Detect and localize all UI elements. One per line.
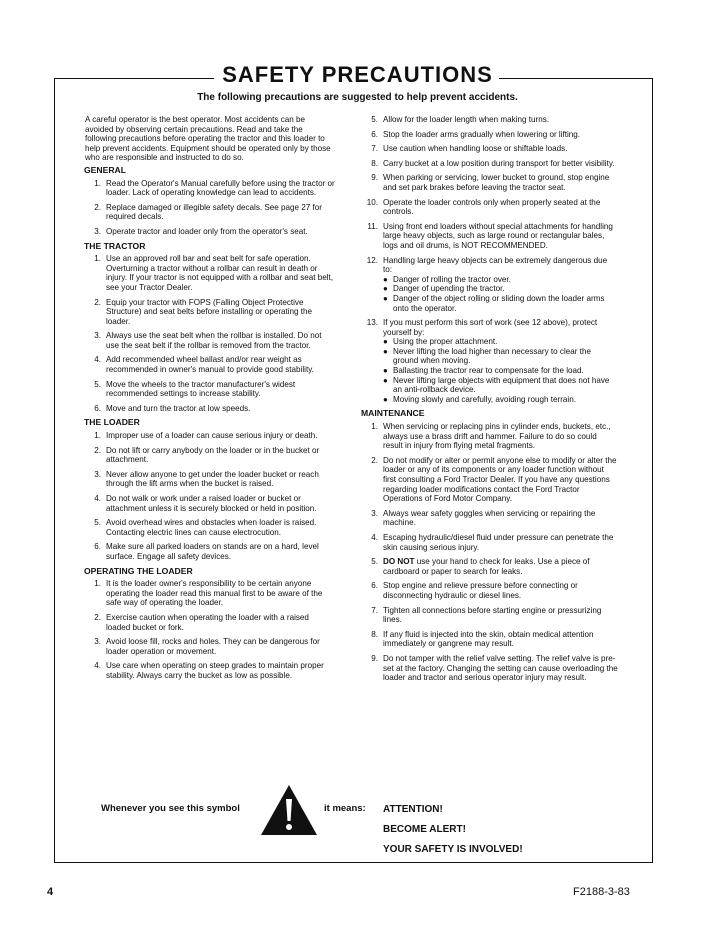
document-code: F2188-3-83	[573, 886, 630, 898]
page-subtitle: The following precautions are suggested to help prevent accidents.	[197, 92, 518, 103]
list-item: 3. Operate tractor and loader only from the operator's seat.	[94, 226, 308, 236]
list-item: 7. Tighten all connections before starting engine or pressurizing lines.	[371, 605, 602, 625]
list-item: 7. Use caution when handling loose or shiftable loads.	[371, 144, 568, 154]
bullet-item: ● Danger of upending the tractor.	[383, 284, 505, 294]
list-item: 6. Make sure all parked loaders on stands are on a hard, level surface. Engage all safety devices.	[94, 542, 319, 561]
list-item: 1. Use an approved roll bar and seat belt for safe operation. Overturning a tractor without a rollbar can result in death or injury. If your tractor is not equipped with a rollbar and seat belt, see your Tractor Dealer.	[94, 254, 334, 292]
bullet-item: ● Never lifting the load higher than necessary to clear the ground when moving.	[383, 346, 591, 366]
list-item: 5. Allow for the loader length when making turns.	[371, 115, 550, 124]
list-item: 1. When servicing or replacing pins in cylinder ends, buckets, etc., always use a brass drift and hammer. Failure to do so could result in injury from flying metal fragments.	[371, 422, 611, 451]
list-item: 8. If any fluid is injected into the skin, obtain medical attention immediately or gangrene may result.	[371, 629, 594, 649]
list-item: 4. Add recommended wheel ballast and/or rear weight as recommended in owner's manual to provide good stability.	[94, 355, 314, 375]
list-item: 2. Replace damaged or illegible safety decals. See page 27 for required decals.	[94, 202, 322, 222]
symbol-caption: Whenever you see this symbol	[101, 803, 240, 814]
list-item: 3. Always wear safety goggles when servicing or repairing the machine.	[371, 508, 596, 528]
list-item: 1. Improper use of a loader can cause serious injury or death.	[94, 431, 318, 441]
list-item: 11. Using front end loaders without special attachments for handling large heavy objects, such as large round or rectangular bales, logs and oil drums, is NOT RECOMMENDED.	[367, 221, 613, 250]
list-item: 9. When parking or servicing, lower bucket to ground, stop engine and set park brakes before leaving the tractor seat.	[371, 173, 610, 192]
section-heading-operating: OPERATING THE LOADER	[84, 565, 193, 576]
attention-text: ATTENTION!	[383, 804, 443, 815]
list-item: 2. Do not modify or alter or permit anyone else to modify or alter the loader or any of its components or any loader function without first consulting a Ford Tractor Dealer. If you have any questions regarding loader modifications contact the Ford Tractor Operations of Ford Motor Company.	[371, 455, 617, 504]
warning-triangle-icon	[259, 783, 319, 837]
list-item: 13. If you must perform this sort of work (see 12 above), protect yourself by: ● Using the proper attachment. ● Never lifting the load higher than necessary to clear the ground when moving. ● Ballasting the tractor rear to compensate for the load. ● Never lifting large objects with equipment that does not have an anti-rollback device. ● Moving slowly and carefully, avoiding rough terrain.	[362, 318, 618, 404]
list-item: 5. Move the wheels to the tractor manufacturer's widest recommended settings to increase stability.	[94, 379, 296, 399]
list-item: 4. Use care when operating on steep grades to maintain proper stability. Always carry the bucket as low as possible.	[94, 661, 324, 680]
become-alert-text: BECOME ALERT!	[383, 824, 466, 835]
symbol-means-label: it means:	[324, 803, 366, 814]
list-item: 3. Avoid loose fill, rocks and holes. They can be dangerous for loader operation or movement.	[94, 637, 320, 656]
bullet-item: ● Danger of the object rolling or sliding down the loader arms onto the operator.	[383, 293, 605, 313]
list-item: 3. Always use the seat belt when the rollbar is installed. Do not use the seat belt if the rollbar is removed from the tractor.	[94, 331, 322, 350]
page-number: 4	[47, 886, 54, 898]
list-item: 4. Do not walk or work under a raised loader or bucket or attachment unless it is securely blocked or held in position.	[94, 494, 317, 513]
section-heading-maintenance: MAINTENANCE	[361, 408, 425, 419]
list-item: 12. Handling large heavy objects can be extremely dangerous due to: ● Danger of rolling the tractor over. ● Danger of upending the tractor. ● Danger of the object rolling or sliding down the loader arms onto the operator.	[362, 256, 618, 314]
section-heading-tractor: THE TRACTOR	[84, 240, 146, 251]
left-column	[85, 115, 335, 686]
list-item: 6. Stop engine and relieve pressure before connecting or disconnecting hydraulic or diesel lines.	[371, 581, 578, 600]
list-item: 2. Equip your tractor with FOPS (Falling Object Protective Structure) and seat belts before installing or operating the loader.	[94, 297, 313, 326]
list-item: 5. Avoid overhead wires and obstacles when loader is raised. Contacting electric lines can cause electrocution.	[94, 518, 317, 537]
list-item: 8. Carry bucket at a low position during transport for better visibility.	[371, 158, 615, 168]
list-item: 6. Move and turn the tractor at low speeds.	[94, 403, 251, 413]
bullet-item: ● Danger of rolling the tractor over.	[383, 274, 511, 284]
bullet-item: ● Never lifting large objects with equipment that does not have an anti-rollback device.	[383, 375, 610, 395]
list-item: 10. Operate the loader controls only when properly seated at the controls.	[366, 197, 601, 217]
right-column	[362, 115, 618, 688]
safety-involved-text: YOUR SAFETY IS INVOLVED!	[383, 844, 523, 855]
list-item: 6. Stop the loader arms gradually when lowering or lifting.	[371, 129, 581, 139]
bullet-item: ● Moving slowly and carefully, avoiding rough terrain.	[383, 394, 576, 404]
list-item: 3. Never allow anyone to get under the loader bucket or reach through the lift arms when the bucket is raised.	[94, 469, 319, 489]
list-item: 2. Exercise caution when operating the loader with a raised loaded bucket or fork.	[94, 612, 309, 632]
intro-paragraph: A careful operator is the best operator. Most accidents can be avoided by observing certain precautions. Read and take the following precautions before operating the tractor and this loader to help prevent accidents. Equipment should be operated only by those who are responsible and instructed to do so.	[85, 115, 331, 163]
section-heading-loader: THE LOADER	[84, 417, 140, 428]
list-item: 2. Do not lift or carry anybody on the loader or in the bucket or attachment.	[94, 445, 320, 465]
list-item: 1. Read the Operator's Manual carefully before using the tractor or loader. Lack of operating knowledge can lead to accidents.	[94, 178, 335, 198]
list-item: 1. It is the loader owner's responsibility to be certain anyone operating the loader read this manual first to be aware of the safe way of operating the loader.	[94, 579, 323, 608]
list-item: 5. DO NOT use your hand to check for leaks. Use a piece of cardboard or paper to search for leaks.	[371, 557, 590, 576]
bullet-item: ● Using the proper attachment.	[383, 337, 498, 347]
list-item: 9. Do not tamper with the relief valve setting. The relief valve is pre-set at the factory. Changing the setting can cause overloading the loader and tractor and serious operator injury may result.	[371, 653, 618, 683]
list-item: 4. Escaping hydraulic/diesel fluid under pressure can penetrate the skin causing serious injury.	[371, 532, 614, 552]
page-title: SAFETY PRECAUTIONS	[0, 62, 715, 88]
section-heading-general: GENERAL	[84, 164, 127, 175]
bullet-item: ● Ballasting the tractor rear to compensate for the load.	[383, 366, 584, 376]
